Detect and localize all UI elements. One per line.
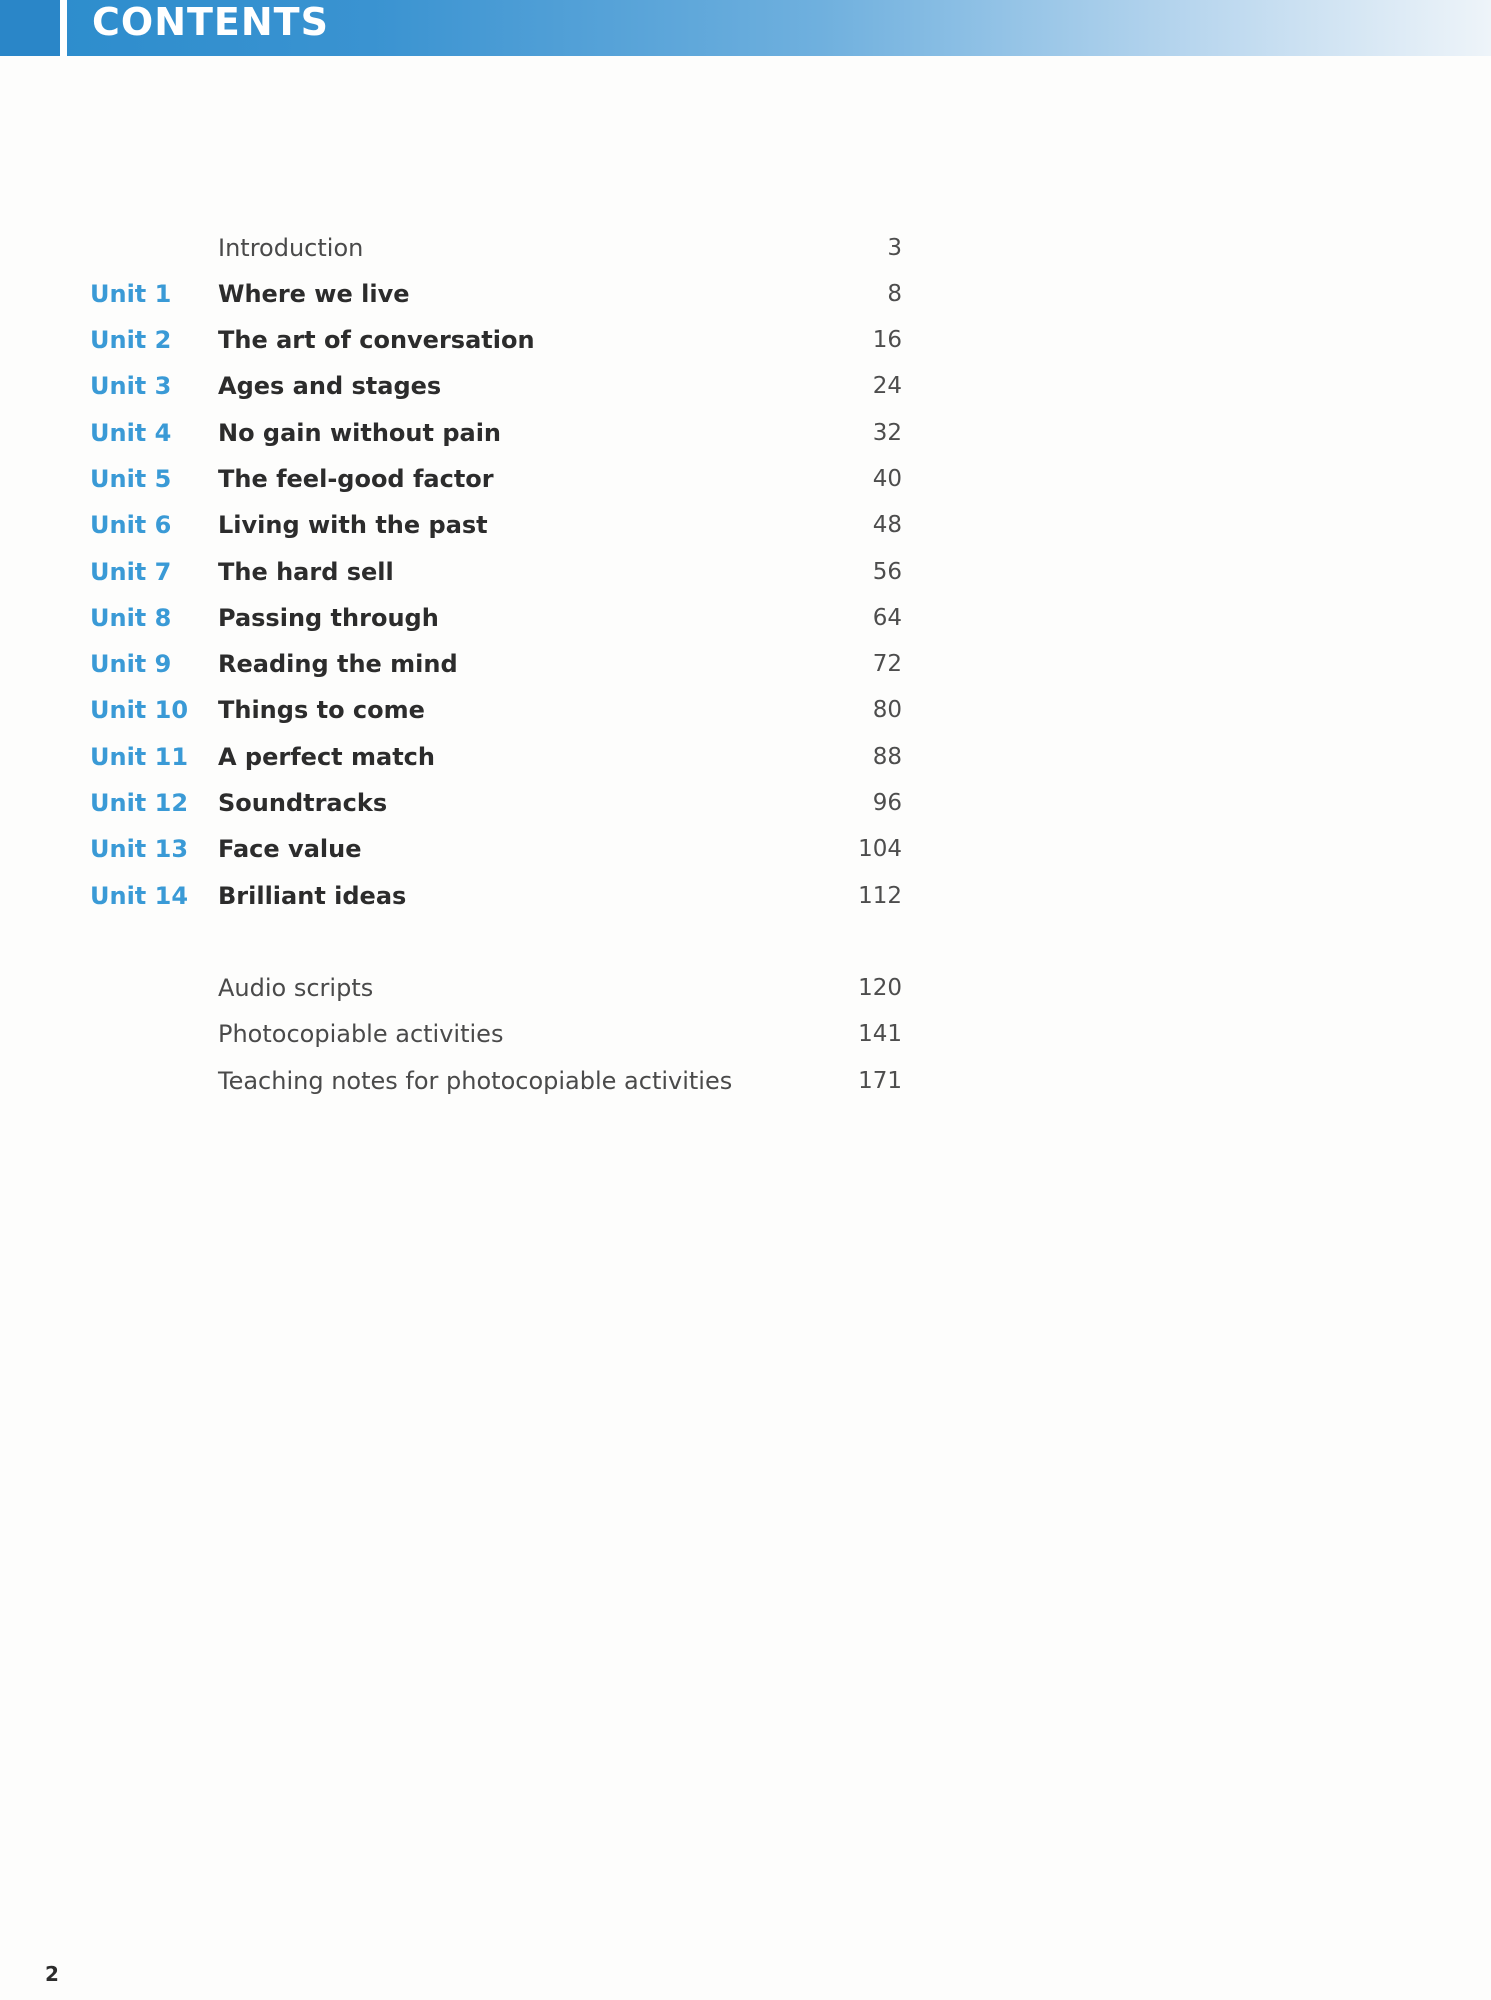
toc-unit-label: Unit 4 bbox=[90, 419, 172, 447]
toc-unit-label: Unit 3 bbox=[90, 372, 172, 400]
toc-title: Soundtracks bbox=[218, 789, 388, 817]
toc-unit-label: Unit 6 bbox=[90, 511, 172, 539]
toc-unit-label: Unit 13 bbox=[90, 835, 189, 863]
toc-row-unit[interactable] bbox=[0, 734, 1000, 780]
toc-page-number: 8 bbox=[887, 281, 902, 307]
toc-row-appendix[interactable] bbox=[0, 1058, 1000, 1104]
toc-row-unit[interactable] bbox=[0, 595, 1000, 641]
toc-page-number: 141 bbox=[858, 1021, 902, 1047]
toc-title: Teaching notes for photocopiable activities bbox=[218, 1067, 733, 1095]
toc-unit-label: Unit 7 bbox=[90, 558, 172, 586]
toc-title: Living with the past bbox=[218, 511, 488, 539]
toc-page-number: 16 bbox=[872, 327, 902, 353]
toc-row-unit[interactable] bbox=[0, 363, 1000, 409]
toc-page-number: 96 bbox=[872, 790, 902, 816]
toc-title: Audio scripts bbox=[218, 974, 374, 1002]
toc-row-unit[interactable] bbox=[0, 410, 1000, 456]
toc-page-number: 112 bbox=[858, 883, 902, 909]
toc-unit-label: Unit 8 bbox=[90, 604, 172, 632]
toc-title: Reading the mind bbox=[218, 650, 458, 678]
toc-title: Face value bbox=[218, 835, 362, 863]
toc-page-number: 56 bbox=[872, 559, 902, 585]
page-title: CONTENTS bbox=[92, 0, 329, 44]
toc-page-number: 64 bbox=[872, 605, 902, 631]
header-banner bbox=[0, 0, 1491, 56]
toc-page-number: 24 bbox=[872, 373, 902, 399]
toc-unit-label: Unit 9 bbox=[90, 650, 172, 678]
toc-page-number: 32 bbox=[872, 420, 902, 446]
toc-title: Ages and stages bbox=[218, 372, 442, 400]
toc-row-appendix[interactable] bbox=[0, 965, 1000, 1011]
toc-row-unit[interactable] bbox=[0, 826, 1000, 872]
footer-page-number: 2 bbox=[45, 1962, 59, 1986]
toc-row-unit[interactable] bbox=[0, 641, 1000, 687]
toc-title: Brilliant ideas bbox=[218, 882, 407, 910]
toc-page-number: 3 bbox=[887, 235, 902, 261]
toc-title: A perfect match bbox=[218, 743, 435, 771]
toc-title: The hard sell bbox=[218, 558, 394, 586]
toc-title: Passing through bbox=[218, 604, 439, 632]
toc-page-number: 120 bbox=[858, 975, 902, 1001]
toc-title: No gain without pain bbox=[218, 419, 502, 447]
toc-row-appendix[interactable] bbox=[0, 1011, 1000, 1057]
toc-unit-label: Unit 14 bbox=[90, 882, 189, 910]
toc-page-number: 80 bbox=[872, 697, 902, 723]
toc-row-unit[interactable] bbox=[0, 271, 1000, 317]
toc-row-unit[interactable] bbox=[0, 687, 1000, 733]
toc-row-unit[interactable] bbox=[0, 502, 1000, 548]
toc-title: Where we live bbox=[218, 280, 410, 308]
toc-title: The art of conversation bbox=[218, 326, 535, 354]
toc-unit-label: Unit 12 bbox=[90, 789, 189, 817]
toc-page-number: 104 bbox=[858, 836, 902, 862]
toc-title: Things to come bbox=[218, 696, 425, 724]
toc-unit-label: Unit 5 bbox=[90, 465, 172, 493]
toc-row-unit[interactable] bbox=[0, 456, 1000, 502]
toc-page-number: 171 bbox=[858, 1068, 902, 1094]
toc-unit-label: Unit 10 bbox=[90, 696, 189, 724]
toc-row-unit[interactable] bbox=[0, 873, 1000, 919]
toc-unit-label: Unit 2 bbox=[90, 326, 172, 354]
toc-page-number: 88 bbox=[872, 744, 902, 770]
toc-page-number: 48 bbox=[872, 512, 902, 538]
toc-page-number: 72 bbox=[872, 651, 902, 677]
toc-title: Introduction bbox=[218, 234, 364, 262]
header-tab-block bbox=[0, 0, 60, 56]
header-divider bbox=[60, 0, 67, 56]
toc-unit-label: Unit 1 bbox=[90, 280, 172, 308]
toc-title: Photocopiable activities bbox=[218, 1020, 504, 1048]
toc-row-unit[interactable] bbox=[0, 549, 1000, 595]
toc-title: The feel-good factor bbox=[218, 465, 494, 493]
toc-page-number: 40 bbox=[872, 466, 902, 492]
toc-row-unit[interactable] bbox=[0, 780, 1000, 826]
toc-row-unit[interactable] bbox=[0, 317, 1000, 363]
toc-row-introduction[interactable] bbox=[0, 225, 1000, 271]
toc-unit-label: Unit 11 bbox=[90, 743, 189, 771]
